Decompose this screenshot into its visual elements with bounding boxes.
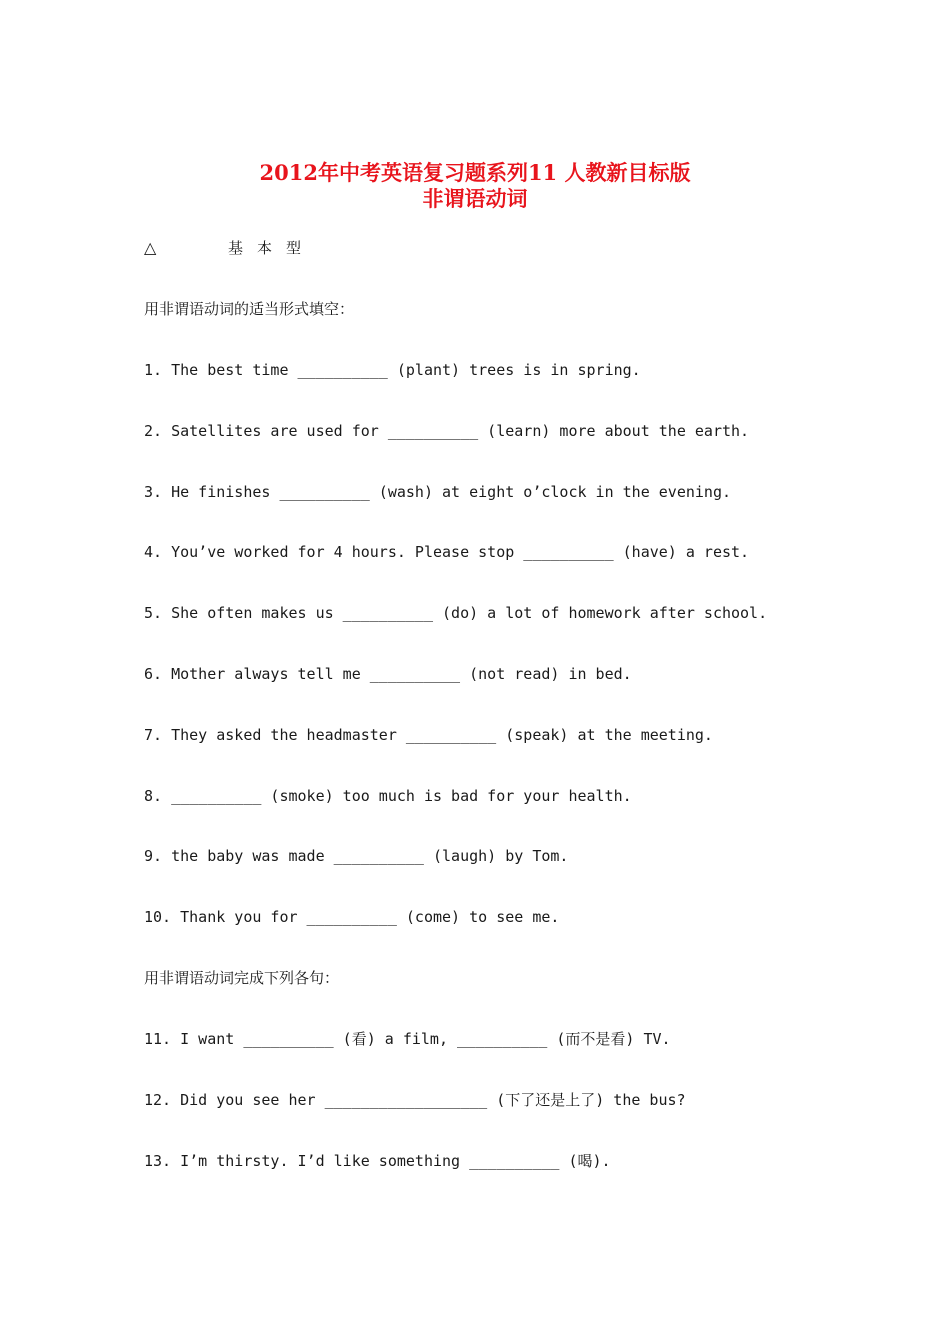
question-item: 2. Satellites are used for __________ (learn) more about the earth.: [144, 422, 750, 440]
question-item: 1. The best time __________ (plant) trees is in spring.: [144, 361, 641, 379]
instruction-part2: 用非谓语动词完成下列各句：: [144, 969, 340, 987]
question-item: 13. I’m thirsty. I’d like something __________ (喝).: [144, 1152, 611, 1170]
instruction-part1: 用非谓语动词的适当形式填空：: [144, 300, 355, 318]
question-item: 9. the baby was made __________ (laugh) by Tom.: [144, 847, 569, 865]
question-item: 6. Mother always tell me __________ (not read) in bed.: [144, 665, 632, 683]
question-item: 8. __________ (smoke) too much is bad for your health.: [144, 787, 632, 805]
question-item: 10. Thank you for __________ (come) to see me.: [144, 908, 560, 926]
question-item: 3. He finishes __________ (wash) at eight o’clock in the evening.: [144, 483, 731, 501]
section-label: 基本型: [228, 239, 316, 257]
question-item: 5. She often makes us __________ (do) a lot of homework after school.: [144, 604, 768, 622]
question-item: 12. Did you see her __________________ (下了还是上了) the bus?: [144, 1091, 686, 1109]
question-item: 11. I want __________ (看) a film, __________ (而不是看) TV.: [144, 1030, 671, 1048]
triangle-icon: △: [144, 238, 157, 257]
document-subtitle: 非谓语动词: [422, 186, 528, 211]
document-title: 2012年中考英语复习题系列11 人教新目标版: [259, 160, 691, 185]
question-item: 7. They asked the headmaster __________ (speak) at the meeting.: [144, 726, 713, 744]
question-item: 4. You’ve worked for 4 hours. Please stop __________ (have) a rest.: [144, 543, 750, 561]
